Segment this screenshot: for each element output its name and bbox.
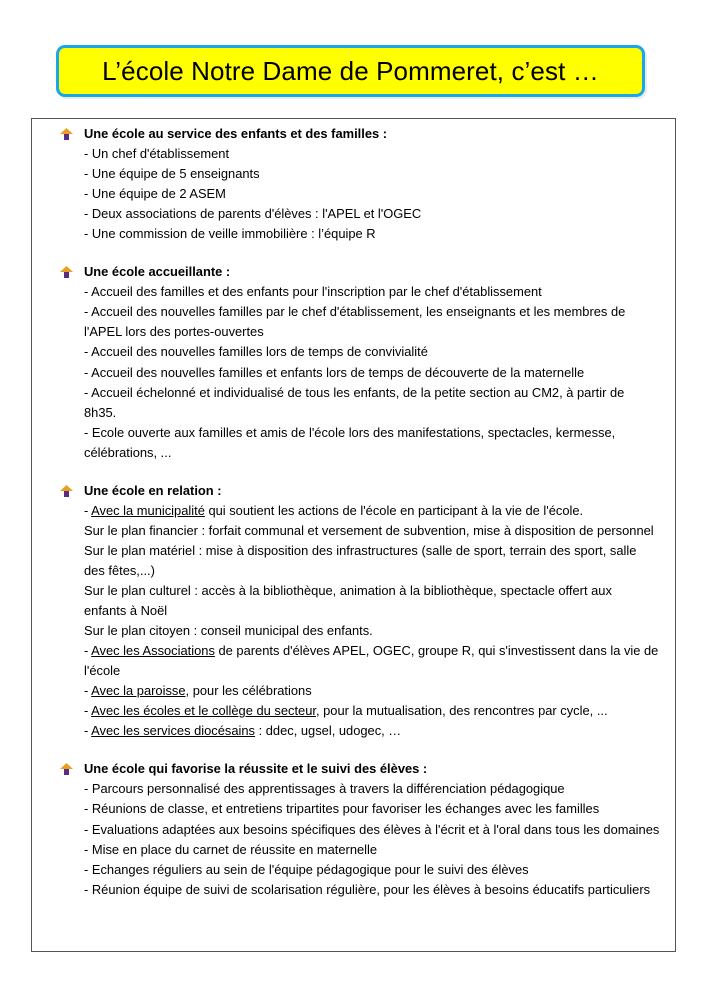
list-item (32, 302, 675, 322)
section-heading-text: Une école qui favorise la réussite et le suivi des élèves : (84, 761, 428, 777)
list-item-text: célébrations, ... (84, 444, 172, 460)
list-item (32, 501, 675, 521)
arrow-bullet-icon (60, 128, 73, 140)
list-item-text: - Réunions de classe, et entretiens tripartites pour favoriser les échanges avec les familles (84, 801, 600, 817)
list-item (32, 184, 675, 204)
list-item-prefix: - (84, 643, 92, 659)
underlined-term: Avec la municipalité (91, 502, 205, 518)
sections-list (32, 124, 675, 918)
list-item-text: - Echanges réguliers au sein de l'équipe pédagogique pour le suivi des élèves (84, 861, 529, 877)
list-item-text: - Accueil des familles et des enfants pour l'inscription par le chef d'établissement (84, 284, 542, 300)
list-item (32, 779, 675, 799)
list-item-text: qui soutient les actions de l'école en participant à la vie de l'école. (204, 502, 584, 518)
list-item-text: , pour les célébrations (185, 683, 312, 699)
list-item (32, 561, 675, 581)
list-item (32, 641, 675, 661)
list-item (32, 799, 675, 819)
list-item-text: enfants à Noël (84, 603, 168, 619)
section-heading-text: Une école en relation : (84, 482, 222, 498)
list-item-text: - Ecole ouverte aux familles et amis de l'école lors des manifestations, spectacles, kermesse, (84, 424, 616, 440)
list-item-text: Sur le plan culturel : accès à la bibliothèque, animation à la bibliothèque, spectacle offert aux (84, 582, 612, 598)
list-item-prefix: - (84, 723, 92, 739)
section-heading (32, 124, 675, 144)
list-item-text: - Réunion équipe de suivi de scolarisation régulière, pour les élèves à besoins éducatifs particuliers (84, 881, 651, 897)
list-item (32, 383, 675, 403)
list-item-text: des fêtes,...) (84, 562, 155, 578)
list-item (32, 880, 675, 900)
list-item (32, 423, 675, 443)
list-item-text: , pour la mutualisation, des rencontres par cycle, ... (315, 703, 608, 719)
list-item (32, 661, 675, 681)
list-item (32, 541, 675, 561)
underlined-term: Avec les services diocésains (91, 723, 256, 739)
list-item-prefix: - (84, 703, 92, 719)
list-item (32, 204, 675, 224)
arrow-bullet-icon (60, 266, 73, 278)
section (32, 759, 675, 899)
section-heading (32, 262, 675, 282)
list-item-text: - Accueil des nouvelles familles lors de temps de convivialité (84, 344, 428, 360)
list-item (32, 820, 675, 840)
list-item (32, 164, 675, 184)
list-item-text: l'école (84, 663, 121, 679)
list-item (32, 521, 675, 541)
content-frame (31, 118, 676, 952)
list-item (32, 363, 675, 383)
list-item (32, 621, 675, 641)
list-item (32, 282, 675, 302)
list-item-text: Sur le plan citoyen : conseil municipal des enfants. (84, 623, 373, 639)
list-item-text: - Une équipe de 2 ASEM (84, 186, 226, 202)
page-title: L’école Notre Dame de Pommeret, c’est … (102, 55, 599, 86)
underlined-term: Avec les écoles et le collège du secteur (91, 703, 316, 719)
list-item-text: 8h35. (84, 404, 117, 420)
underlined-term: Avec les Associations (91, 643, 215, 659)
list-item-text: - Evaluations adaptées aux besoins spécifiques des élèves à l'écrit et à l'oral dans tous les domaines (84, 821, 660, 837)
list-item (32, 322, 675, 342)
list-item (32, 840, 675, 860)
list-item-text: : ddec, ugsel, udogec, … (255, 723, 402, 739)
section-heading-text: Une école accueillante : (84, 264, 231, 280)
arrow-bullet-icon (60, 485, 73, 497)
list-item (32, 681, 675, 701)
list-item-text: - Accueil des nouvelles familles par le chef d'établissement, les enseignants et les membres de (84, 304, 626, 320)
list-item (32, 443, 675, 463)
list-item-text: - Une équipe de 5 enseignants (84, 166, 260, 182)
list-item-text: - Une commission de veille immobilière : l’équipe R (84, 226, 376, 242)
list-item-text: Sur le plan financier : forfait communal et versement de subvention, mise à disposition de personnel (84, 522, 654, 538)
list-item (32, 342, 675, 362)
list-item-text: - Accueil des nouvelles familles et enfants lors de temps de découverte de la maternelle (84, 364, 585, 380)
list-item (32, 860, 675, 880)
section (32, 124, 675, 244)
list-item-text: - Mise en place du carnet de réussite en maternelle (84, 841, 378, 857)
list-item-text: l'APEL lors des portes-ouvertes (84, 324, 264, 340)
title-banner (56, 45, 645, 97)
arrow-bullet-icon (60, 763, 73, 775)
list-item-prefix: - (84, 502, 92, 518)
list-item-text: - Parcours personnalisé des apprentissages à travers la différenciation pédagogique (84, 781, 565, 797)
list-item (32, 721, 675, 741)
list-item (32, 701, 675, 721)
section (32, 262, 675, 462)
section-heading (32, 759, 675, 779)
list-item (32, 581, 675, 601)
section-heading-text: Une école au service des enfants et des familles : (84, 126, 388, 141)
section (32, 481, 675, 742)
list-item-text: de parents d'élèves APEL, OGEC, groupe R, qui s'investissent dans la vie de (214, 643, 659, 659)
list-item (32, 144, 675, 164)
list-item-prefix: - (84, 683, 92, 699)
list-item-text: Sur le plan matériel : mise à disposition des infrastructures (salle de sport, terrain des sport, salle (84, 542, 637, 558)
section-heading (32, 481, 675, 501)
list-item (32, 224, 675, 244)
list-item (32, 601, 675, 621)
list-item-text: - Deux associations de parents d'élèves : l'APEL et l'OGEC (84, 206, 422, 222)
list-item-text: - Un chef d'établissement (84, 146, 230, 162)
underlined-term: Avec la paroisse (91, 683, 186, 699)
list-item (32, 403, 675, 423)
list-item-text: - Accueil échelonné et individualisé de tous les enfants, de la petite section au CM2, à partir de (84, 384, 625, 400)
